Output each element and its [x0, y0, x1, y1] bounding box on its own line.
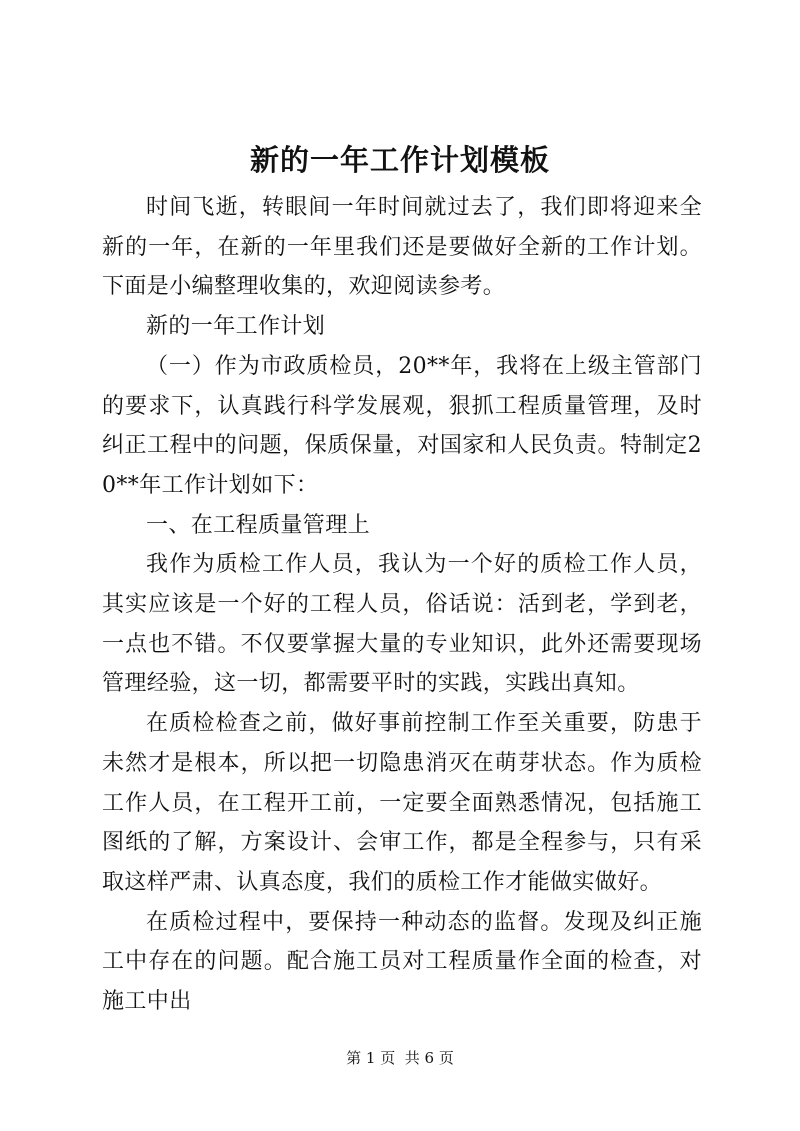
paragraph-pre-inspection: 在质检检查之前，做好事前控制工作至关重要，防患于未然才是根本，所以把一切隐患消灭在萌芽状态。作为质检工作人员，在工程开工前，一定要全面熟悉情况，包括施工图纸的了解，方案设计、会审工作，都是全程参与，只有采取这样严肃、认真态度，我们的质检工作才能做实做好。 — [102, 711, 702, 895]
paragraph-quality-inspector: 我作为质检工作人员，我认为一个好的质检工作人员，其实应该是一个好的工程人员，俗话说：活到老，学到老，一点也不错。不仅要掌握大量的专业知识，此外还需要现场管理经验，这一切，都需要平时的实践，实践出真知。 — [102, 552, 702, 697]
page-number: 第 1 页 共 6 页 — [346, 1049, 454, 1067]
document-title: 新的一年工作计划模板 — [249, 143, 550, 177]
paragraph-plan-overview: （一）作为市政质检员，20**年，我将在上级主管部门的要求下，认真践行科学发展观，狠抓工程质量管理，及时纠正工程中的问题，保质保量，对国家和人民负责。特制定20**年工作计划如下： — [102, 353, 702, 498]
paragraph-intro: 时间飞逝，转眼间一年时间就过去了，我们即将迎来全新的一年，在新的一年里我们还是要做好全新的工作计划。下面是小编整理收集的，欢迎阅读参考。 — [102, 195, 702, 300]
paragraph-during-inspection: 在质检过程中，要保持一种动态的监督。发现及纠正施工中存在的问题。配合施工员对工程质量作全面的检查，对施工中出 — [102, 909, 702, 1015]
section-heading: 新的一年工作计划 — [146, 314, 326, 340]
page-footer — [0, 1048, 800, 1068]
document-body — [102, 188, 702, 1022]
subsection-heading: 一、在工程质量管理上 — [146, 512, 371, 538]
